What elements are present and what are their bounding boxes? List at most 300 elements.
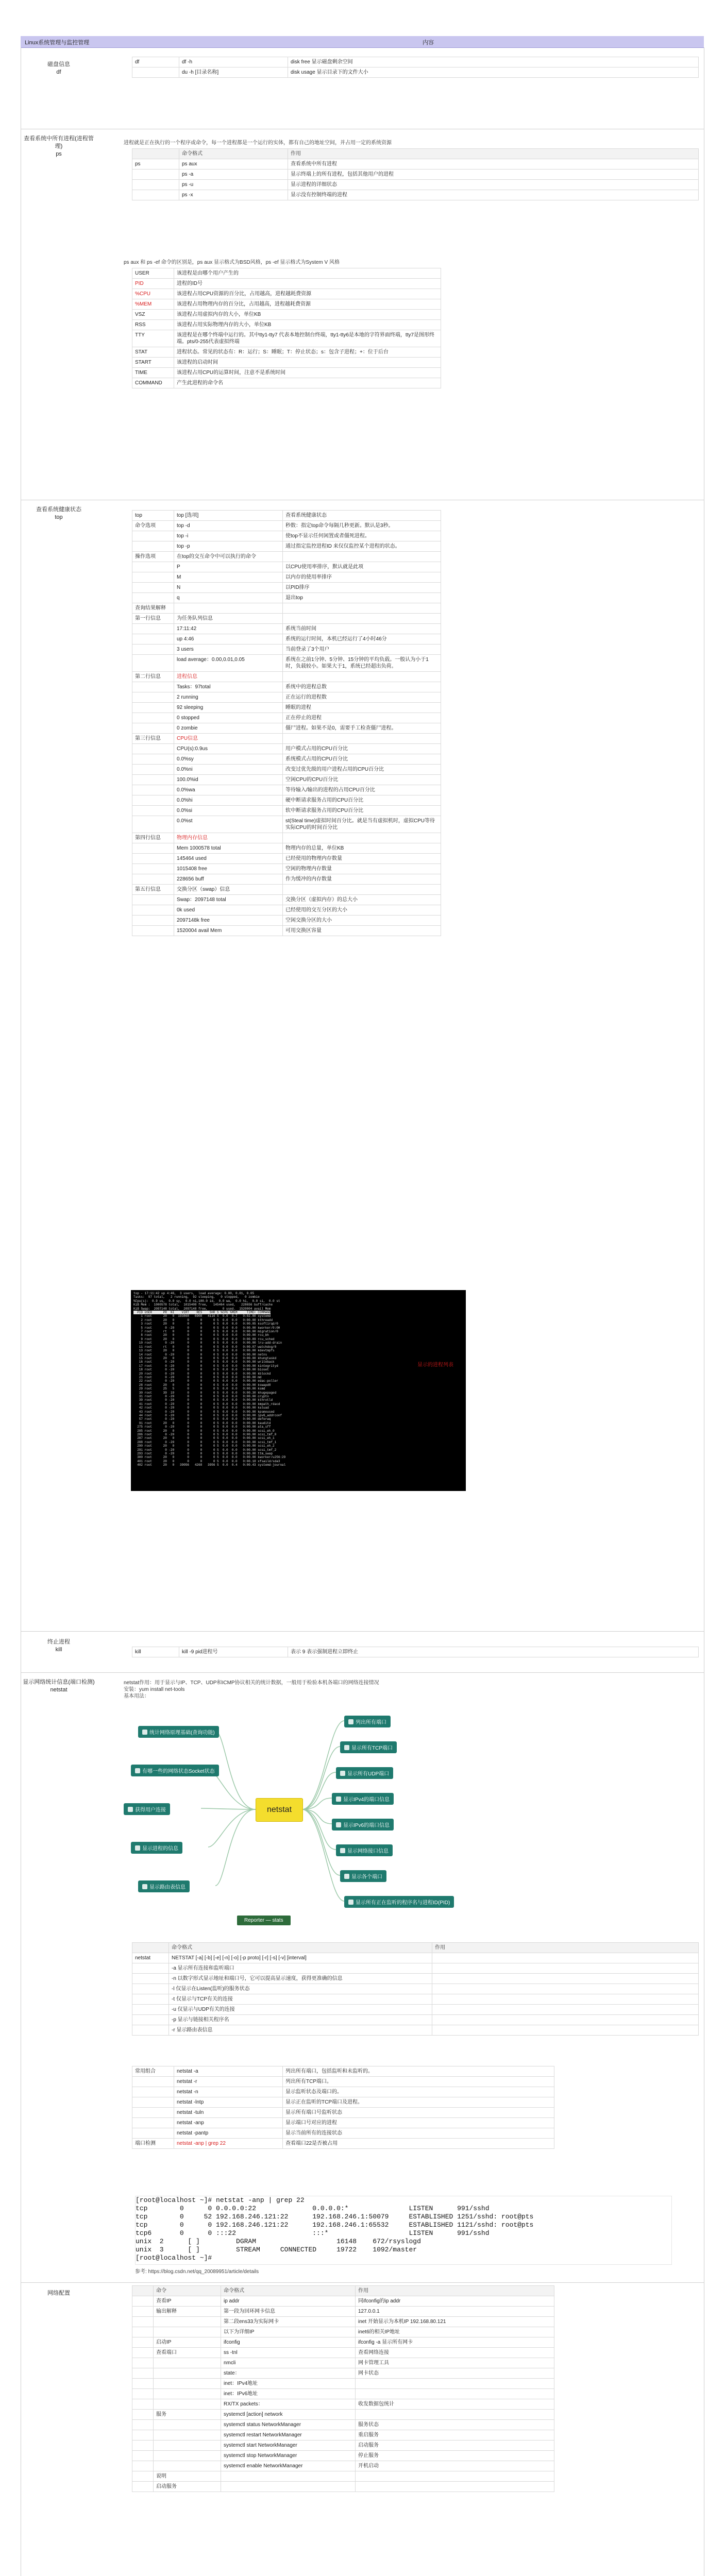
disk-sublabel: df — [56, 69, 61, 75]
node-icon — [348, 1719, 353, 1724]
top-process-row: 275 root 0 -20 0 0 0 S 0.0 0.0 0:00.00 ata_sff — [133, 1425, 271, 1429]
table-cell: systemctl start NetworkManager — [221, 2441, 356, 2451]
table-cell: 0 zombie — [174, 723, 283, 734]
table-row — [132, 874, 441, 885]
table-cell — [132, 67, 179, 78]
table-row — [132, 572, 441, 583]
kill-label: 终止进程 — [47, 1639, 70, 1645]
table-cell: 进程的ID号 — [174, 279, 441, 289]
table-row — [132, 2430, 554, 2441]
table-row — [132, 347, 441, 358]
node-label: 显示所有UDP端口 — [347, 1771, 390, 1777]
table-cell: 启动IP — [154, 2337, 221, 2348]
table-cell: nmcli — [221, 2358, 356, 2368]
table-cell: 交换分区（swap）信息 — [174, 885, 283, 895]
table-cell: netstat -anp | grep 22 — [174, 2139, 283, 2149]
table-cell — [432, 1963, 699, 1974]
table-row — [132, 895, 441, 905]
kill-section-label — [23, 1638, 95, 1654]
terminal-line: unix 2 [ ] DGRAM 16148 672/rsyslogd — [136, 2238, 421, 2245]
mindmap-connector — [215, 1731, 256, 1809]
table-cell — [356, 2482, 554, 2492]
table-cell: 显示当前所有的连接状态 — [283, 2128, 554, 2139]
table-cell — [132, 2118, 174, 2128]
table-cell: inet：IPv6地址 — [221, 2389, 356, 2399]
table-cell — [132, 2441, 154, 2451]
table-cell: 已经使用的交互分区的大小 — [283, 905, 441, 916]
table-cell — [154, 2379, 221, 2389]
table-header-row — [132, 1943, 699, 1953]
top-process-row: 5 root 0 -20 0 0 0 S 0.0 0.0 0:00.00 kworker/0:0H — [133, 1326, 280, 1330]
table-row — [132, 2368, 554, 2379]
table-cell — [283, 603, 441, 614]
top-process-row: 41 root 0 -20 0 0 0 S 0.0 0.0 0:00.00 kmpath_rdacd — [133, 1402, 280, 1406]
table-row — [132, 541, 441, 552]
top-process-row: 11 root rt 0 0 0 0 S 0.0 0.0 0:00.07 watchdog/0 — [133, 1345, 277, 1349]
table-cell — [132, 744, 174, 754]
table-cell: 已经使用的物理内存数量 — [283, 854, 441, 864]
table-cell: 系统模式占用的CPU百分比 — [283, 754, 441, 765]
table-cell: 228656 buff — [174, 874, 283, 885]
table-cell: 以PID排序 — [283, 583, 441, 593]
table-cell: 列出所有TCP端口。 — [283, 2077, 554, 2087]
table-cell: 0 stopped — [174, 713, 283, 723]
table-cell: 显示没有控制终端的进程 — [288, 190, 699, 200]
table-cell: -n 以数字形式显示地址和端口号，它可以提高显示速度，获得更准确的信息 — [169, 1974, 432, 1984]
table-cell: 查看IP — [154, 2296, 221, 2307]
table-cell: 查看端口22是否被占用 — [283, 2139, 554, 2149]
table-row — [132, 2389, 554, 2399]
kill-table — [132, 1647, 699, 1657]
table-row — [132, 816, 441, 833]
mindmap-node-left — [131, 1842, 182, 1854]
table-row — [132, 2108, 554, 2118]
column-header: 命令格式 — [179, 149, 288, 159]
table-cell: 该进程占用CPU的运算时间，注意不是系统时间 — [174, 368, 441, 378]
table-cell: ss -tnl — [221, 2348, 356, 2358]
table-cell — [132, 2025, 169, 2036]
disk-label: 磁盘信息 — [47, 61, 70, 67]
table-cell — [432, 1953, 699, 1963]
column-header: 命令格式 — [221, 2286, 356, 2296]
table-row — [132, 593, 441, 603]
table-cell — [132, 655, 174, 672]
table-cell: 服务 — [154, 2410, 221, 2420]
table-row — [132, 2410, 554, 2420]
table-cell — [132, 1984, 169, 1994]
table-row — [132, 634, 441, 645]
mindmap-node-right — [340, 1741, 397, 1753]
table-cell: 第四行信息 — [132, 833, 174, 843]
column-header — [132, 2286, 154, 2296]
table-cell: 睡眠的进程 — [283, 703, 441, 713]
table-cell: top -p — [174, 541, 283, 552]
table-cell: 网卡管理工具 — [356, 2358, 554, 2368]
table-row — [132, 734, 441, 744]
table-cell: 当前登录了3个用户 — [283, 645, 441, 655]
table-row — [132, 2379, 554, 2389]
table-cell: 列出所有端口，包括监听和未监听的。 — [283, 2066, 554, 2077]
top-process-row: 39 root 0 -20 0 0 0 S 0.0 0.0 0:00.00 kthrotld — [133, 1398, 273, 1402]
table-row — [132, 552, 441, 562]
table-cell — [132, 816, 174, 833]
node-label: 显示IPv6的端口信息 — [343, 1823, 390, 1828]
table-cell — [132, 2379, 154, 2389]
table-row — [132, 2097, 554, 2108]
top-process-row: 44 root 0 -20 0 0 0 S 0.0 0.0 0:00.00 ipv6_addrconf — [133, 1414, 282, 1417]
kill-sublabel: kill — [55, 1647, 62, 1653]
table-row — [132, 2348, 554, 2358]
table-cell — [132, 2420, 154, 2430]
table-cell: 以CPU使用率排序，默认就是此项 — [283, 562, 441, 572]
table-row — [132, 2005, 699, 2015]
table-cell: 显示所有端口号监听状态 — [283, 2108, 554, 2118]
top-process-row: 482 root 20 0 39056 4268 3956 S 0.0 0.4 0:00.43 systemd-journal — [133, 1463, 286, 1467]
table-cell: du -h [目录名称] — [179, 67, 288, 78]
table-cell: 作为缓冲的内存数量 — [283, 874, 441, 885]
table-cell: P — [174, 562, 283, 572]
table-cell: 0.0%hi — [174, 795, 283, 806]
table-row — [132, 190, 699, 200]
table-row — [132, 2025, 699, 2036]
table-cell: %CPU — [132, 289, 174, 299]
node-icon — [135, 1768, 140, 1773]
table-row — [132, 299, 441, 310]
table-cell: CPU(s):0.9us — [174, 744, 283, 754]
table-row — [132, 806, 441, 816]
table-row — [132, 2337, 554, 2348]
table-cell: inet6的相关IP地址 — [356, 2327, 554, 2337]
table-cell: 空闲的物理内存数量 — [283, 864, 441, 874]
top-process-row: 43 root 0 -20 0 0 0 S 0.0 0.0 0:00.00 kpsmoused — [133, 1410, 275, 1414]
table-cell: 系统在之前1分钟、5分钟、15分钟的平均负载。一般认为小于1时，负载较小。如果大于1，系统已经超出负荷。 — [283, 655, 441, 672]
table-row — [132, 1994, 699, 2005]
table-cell: 输出解释 — [154, 2307, 221, 2317]
table-cell: TTY — [132, 330, 174, 347]
netstat-hub: netstat — [256, 1798, 303, 1822]
terminal-line: unix 3 [ ] STREAM CONNECTED 19722 1092/master — [136, 2246, 417, 2253]
table-row — [132, 645, 441, 655]
node-icon — [336, 1822, 341, 1827]
table-row — [132, 2358, 554, 2368]
table-cell — [132, 593, 174, 603]
table-cell — [132, 2296, 154, 2307]
ps-label: 查看系统中所有进程(进程管理) — [24, 135, 94, 149]
disk-table — [132, 57, 699, 78]
table-cell — [154, 2441, 221, 2451]
table-cell: ifconfig — [221, 2337, 356, 2348]
top-process-row: 401 root 20 0 0 0 0 S 0.0 0.0 0:00.18 xfsaild/sda3 — [133, 1459, 280, 1463]
table-cell: 退出top — [283, 593, 441, 603]
table-cell: netstat -r — [174, 2077, 283, 2087]
table-row — [132, 170, 699, 180]
table-row — [132, 1984, 699, 1994]
top-section-label — [23, 506, 95, 521]
table-cell: 秒数：指定top命令每隔几秒更新。默认是3秒。 — [283, 521, 441, 531]
top-table — [132, 510, 441, 936]
top-label: 查看系统健康状态 — [36, 506, 81, 513]
table-cell: df — [132, 57, 179, 67]
node-icon — [135, 1845, 140, 1851]
table-row — [132, 854, 441, 864]
table-cell: 17:11:42 — [174, 624, 283, 634]
table-cell: 100.0%id — [174, 775, 283, 785]
table-cell: kill -9 pid进程号 — [179, 1647, 288, 1657]
terminal-line: tcp 0 52 192.168.246.121:22 192.168.246.1:50079 ESTABLISHED 1251/sshd: root@pts — [136, 2213, 534, 2221]
table-cell: q — [174, 593, 283, 603]
table-cell — [432, 2005, 699, 2015]
table-cell: 该进程占用虚拟内存的大小，单位KB — [174, 310, 441, 320]
table-cell: top -d — [174, 521, 283, 531]
table-cell: netstat -anp — [174, 2118, 283, 2128]
table-cell — [132, 926, 174, 936]
table-cell: 操作选项 — [132, 552, 174, 562]
table-cell — [154, 2389, 221, 2399]
top-process-row: 293 root 0 -20 0 0 0 S 0.0 0.0 0:00.00 ttm_swap — [133, 1452, 273, 1456]
table-cell — [132, 775, 174, 785]
table-row — [132, 795, 441, 806]
top-process-row: 42 root 0 -20 0 0 0 S 0.0 0.0 0:00.00 kaluad — [133, 1406, 269, 1410]
table-cell: 0.0%wa — [174, 785, 283, 795]
top-process-row: 7 root rt 0 0 0 0 S 0.0 0.0 0:00.00 migration/0 — [133, 1330, 278, 1334]
table-cell — [132, 2410, 154, 2420]
table-row — [132, 2471, 554, 2482]
top-process-row: 31 root 0 -20 0 0 0 S 0.0 0.0 0:00.00 crypto — [133, 1394, 269, 1398]
table-cell: 查询结果解释 — [132, 603, 174, 614]
table-cell: VSZ — [132, 310, 174, 320]
top-process-row: 290 root 20 0 0 0 0 S 0.0 0.0 0:00.00 scsi_eh_2 — [133, 1444, 275, 1448]
table-cell — [132, 2077, 174, 2087]
node-label: 统计网络原理基础(查询功能) — [149, 1730, 215, 1736]
table-cell: 可用交换区容量 — [283, 926, 441, 936]
table-row — [132, 2399, 554, 2410]
table-cell: 等待输入/输出的进程的占用CPU百分比 — [283, 785, 441, 795]
netstat-usage-table — [132, 2066, 554, 2149]
table-cell: 该进程占用CPU资源的百分比，占用越高，进程越耗费资源 — [174, 289, 441, 299]
table-cell: 启动服务 — [356, 2441, 554, 2451]
terminal-line: tcp 0 0 0.0.0.0:22 0.0.0.0:* LISTEN 991/sshd — [136, 2205, 490, 2212]
ps-section-label — [23, 135, 95, 158]
node-label: 显示IPv4的端口信息 — [343, 1797, 390, 1803]
table-cell — [132, 583, 174, 593]
table-cell: 启动服务 — [154, 2482, 221, 2492]
table-row — [132, 2077, 554, 2087]
table-cell — [154, 2358, 221, 2368]
table-row — [132, 2451, 554, 2461]
table-cell — [132, 2461, 154, 2471]
node-label: 有哪一些的网络状态Socket状态 — [142, 1769, 215, 1774]
table-cell — [154, 2327, 221, 2337]
table-cell — [132, 754, 174, 765]
table-cell: -t 仅显示与TCP有关的连接 — [169, 1994, 432, 2005]
table-cell: 停止服务 — [356, 2451, 554, 2461]
table-cell: 硬中断请求服务占用的CPU百分比 — [283, 795, 441, 806]
table-cell: 网卡状态 — [356, 2368, 554, 2379]
table-cell: df -h — [179, 57, 288, 67]
ps-sublabel: ps — [56, 151, 62, 157]
table-row — [132, 2461, 554, 2471]
table-cell — [432, 1984, 699, 1994]
top-output-screenshot — [131, 1290, 466, 1491]
table-cell — [132, 1963, 169, 1974]
top-process-row: 18 root 0 -20 0 0 0 S 0.0 0.0 0:00.00 bioset — [133, 1368, 269, 1372]
table-cell: 端口检测 — [132, 2139, 174, 2149]
table-row — [132, 2128, 554, 2139]
column-header: 作用 — [432, 1943, 699, 1953]
table-cell: 92 sleeping — [174, 703, 283, 713]
table-cell — [132, 634, 174, 645]
mindmap-node-left — [131, 1765, 219, 1776]
table-cell — [132, 713, 174, 723]
table-cell — [283, 614, 441, 624]
top-process-row: 20 root 0 -20 0 0 0 S 0.0 0.0 0:00.00 kblockd — [133, 1371, 271, 1376]
table-cell: RX/TX packets： — [221, 2399, 356, 2410]
top-process-row: 21 root 0 -20 0 0 0 S 0.0 0.0 0:00.00 md — [133, 1375, 262, 1379]
table-cell: RSS — [132, 320, 174, 330]
table-cell: 产生此进程的命令名 — [174, 378, 441, 388]
table-cell: 表示 9 表示强制进程立即终止 — [288, 1647, 699, 1657]
table-row — [132, 320, 441, 330]
section-divider — [21, 2282, 704, 2283]
table-cell — [132, 916, 174, 926]
column-header: 作用 — [356, 2286, 554, 2296]
table-cell — [132, 1974, 169, 1984]
node-icon — [128, 1807, 133, 1812]
table-row — [132, 2441, 554, 2451]
table-cell: 使top不显示任何闲置或者僵死进程。 — [283, 531, 441, 541]
table-cell: 僵尸进程。如果不是0，需要手工检查僵尸进程。 — [283, 723, 441, 734]
table-cell: ps -a — [179, 170, 288, 180]
ps-table — [132, 148, 699, 200]
table-row — [132, 67, 699, 78]
table-cell — [132, 180, 179, 190]
table-cell: 第一行信息 — [132, 614, 174, 624]
table-cell — [132, 2327, 154, 2337]
table-cell: 127.0.0.1 — [356, 2307, 554, 2317]
table-cell — [132, 2348, 154, 2358]
table-row — [132, 562, 441, 572]
table-cell: 物理内存信息 — [174, 833, 283, 843]
table-row — [132, 2420, 554, 2430]
table-cell: 0.0%sy — [174, 754, 283, 765]
table-cell: 该进程占用物理内存的百分比，占用越高，进程越耗费资源 — [174, 299, 441, 310]
table-cell — [154, 2317, 221, 2327]
node-icon — [344, 1874, 349, 1879]
table-cell: 145464 used — [174, 854, 283, 864]
mindmap-connector — [302, 1809, 332, 1824]
table-cell: 以下为详细IP — [221, 2327, 356, 2337]
network-label: 网络配置 — [47, 2290, 70, 2296]
table-cell: 显示终端上的所有进程，包括其他用户的进程 — [288, 170, 699, 180]
table-cell: 显示进程的详细状态 — [288, 180, 699, 190]
table-cell: CPU信息 — [174, 734, 283, 744]
table-cell: 在top的交互命令中可以执行的命令 — [174, 552, 283, 562]
table-cell: netstat -n — [174, 2087, 283, 2097]
table-cell — [132, 874, 174, 885]
terminal-line: [root@localhost ~]# — [136, 2254, 212, 2262]
table-cell: 1520004 avail Mem — [174, 926, 283, 936]
table-cell: netstat -tuln — [174, 2108, 283, 2118]
table-row — [132, 1953, 699, 1963]
table-cell — [132, 2368, 154, 2379]
table-cell: systemctl stop NetworkManager — [221, 2451, 356, 2461]
table-cell: 用户模式占用的CPU百分比 — [283, 744, 441, 754]
column-header — [132, 149, 179, 159]
table-row — [132, 765, 441, 775]
table-cell: 交换分区（虚拟内存）的总大小 — [283, 895, 441, 905]
node-label: 显示网络接口信息 — [347, 1849, 389, 1854]
table-cell: 开机启动 — [356, 2461, 554, 2471]
table-row — [132, 2066, 554, 2077]
table-cell — [132, 806, 174, 816]
table-header-row — [132, 2286, 554, 2296]
table-cell: 常用组合 — [132, 2066, 174, 2077]
table-cell — [132, 531, 174, 541]
column-header: 命令 — [154, 2286, 221, 2296]
table-cell — [132, 2399, 154, 2410]
table-cell: 空闲CPU的CPU百分比 — [283, 775, 441, 785]
table-cell: 重启服务 — [356, 2430, 554, 2441]
table-row — [132, 180, 699, 190]
table-cell: 显示端口号对应的进程 — [283, 2118, 554, 2128]
table-row — [132, 672, 441, 682]
table-row — [132, 2317, 554, 2327]
table-cell: -l 仅显示在Listen(监听)的服务状态 — [169, 1984, 432, 1994]
table-row — [132, 926, 441, 936]
netstat-label: 显示网络统计信息(端口检测) — [23, 1679, 95, 1685]
table-cell: TIME — [132, 368, 174, 378]
mindmap-node-left — [138, 1880, 190, 1892]
table-cell: 物理内存的总量，单位KB — [283, 843, 441, 854]
mindmap-node-right — [344, 1896, 454, 1908]
table-cell: 第二段ens33为实际网卡 — [221, 2317, 356, 2327]
table-cell: netstat -a — [174, 2066, 283, 2077]
table-row — [132, 843, 441, 854]
table-row — [132, 864, 441, 874]
table-cell: systemctl restart NetworkManager — [221, 2430, 356, 2441]
table-cell: 查看网络连接 — [356, 2348, 554, 2358]
table-cell — [132, 723, 174, 734]
table-row — [132, 2015, 699, 2025]
table-cell: 2097148k free — [174, 916, 283, 926]
table-row — [132, 916, 441, 926]
top-process-row: 287 root 20 0 0 0 0 S 0.0 0.0 0:00.00 scsi_eh_1 — [133, 1436, 275, 1440]
top-shot-note: 显示的进程列表 — [417, 1362, 453, 1368]
table-cell: 同ifconfig的ip addr — [356, 2296, 554, 2307]
table-cell: Tasks：97total — [174, 682, 283, 692]
table-cell: 进程信息 — [174, 672, 283, 682]
table-cell: 该进程占用实际物理内存的大小，单位KB — [174, 320, 441, 330]
table-cell — [132, 785, 174, 795]
table-cell: systemctl enable NetworkManager — [221, 2461, 356, 2471]
column-header — [132, 1943, 169, 1953]
table-cell: 显示监听状态及端口的。 — [283, 2087, 554, 2097]
table-row — [132, 614, 441, 624]
table-cell: 查看系统健康状态 — [283, 511, 441, 521]
table-cell — [132, 703, 174, 713]
table-cell: 3 users — [174, 645, 283, 655]
terminal-line: [root@localhost ~]# netstat -anp | grep 22 — [136, 2196, 305, 2204]
table-cell: ps aux — [179, 159, 288, 170]
table-cell: top — [132, 511, 174, 521]
table-cell — [132, 692, 174, 703]
table-cell: 该进程是在哪个终端中运行的。其中tty1-tty7 代表本地控制台终端，tty1-tty6是本地的字符界面终端，tty7是图形终端。pts/0-255代表虚拟终端 — [174, 330, 441, 347]
table-row — [132, 330, 441, 347]
table-cell: ps -u — [179, 180, 288, 190]
netstat-terminal-output — [135, 2196, 672, 2265]
table-cell — [154, 2399, 221, 2410]
table-cell: Mem 1000578 total — [174, 843, 283, 854]
